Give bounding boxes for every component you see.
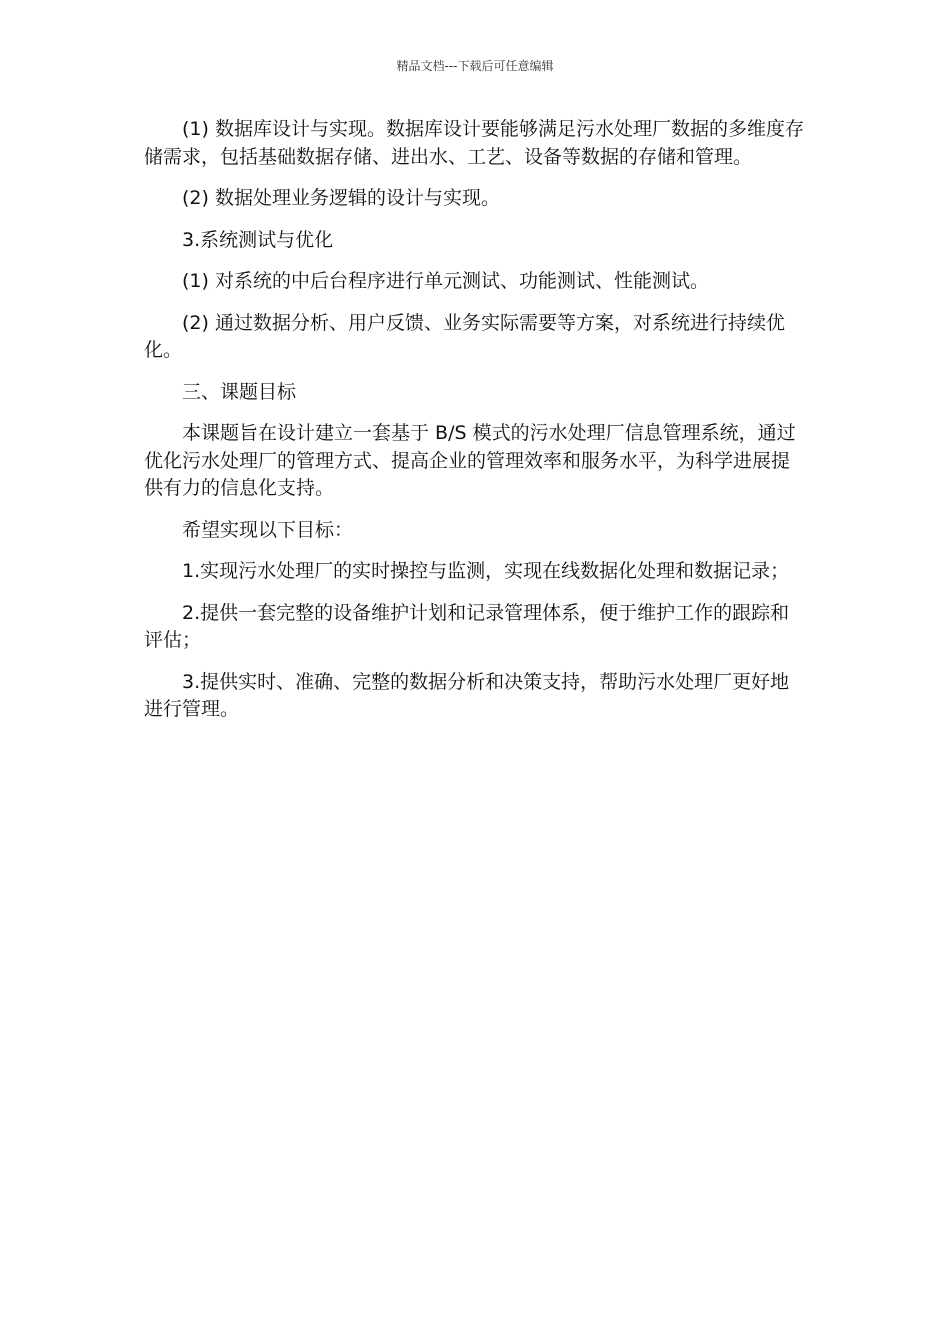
paragraph-optimization: (2) 通过数据分析、用户反馈、业务实际需要等方案，对系统进行持续优化。 — [144, 311, 785, 361]
section-heading-goals: 三、课题目标 — [182, 380, 297, 403]
document-body — [144, 116, 808, 738]
paragraph-testing: (1) 对系统的中后台程序进行单元测试、功能测试、性能测试。 — [182, 270, 709, 292]
paragraph-goals-intro: 希望实现以下目标： — [182, 518, 354, 541]
paragraph-database-design: (1) 数据库设计与实现。数据库设计要能够满足污水处理厂数据的多维度存储需求，包括基础数据存储、进出水、工艺、设备等数据的存储和管理。 — [144, 118, 804, 168]
goal-item-1: 1.实现污水处理厂的实时操控与监测，实现在线数据化处理和数据记录； — [182, 560, 790, 582]
section-heading-testing: 3.系统测试与优化 — [182, 228, 334, 251]
paragraph-project-aim: 本课题旨在设计建立一套基于 B/S 模式的污水处理厂信息管理系统，通过优化污水处理厂的管理方式、提高企业的管理效率和服务水平，为科学进展提供有力的信息化支持。 — [144, 422, 796, 499]
goal-item-3: 3.提供实时、准确、完整的数据分析和决策支持，帮助污水处理厂更好地进行管理。 — [144, 670, 790, 720]
goal-item-2: 2.提供一套完整的设备维护计划和记录管理体系，便于维护工作的跟踪和评估； — [144, 601, 790, 651]
paragraph-business-logic: (2) 数据处理业务逻辑的设计与实现。 — [182, 187, 500, 209]
page-header: 精品文档---下载后可任意编辑 — [396, 59, 554, 73]
